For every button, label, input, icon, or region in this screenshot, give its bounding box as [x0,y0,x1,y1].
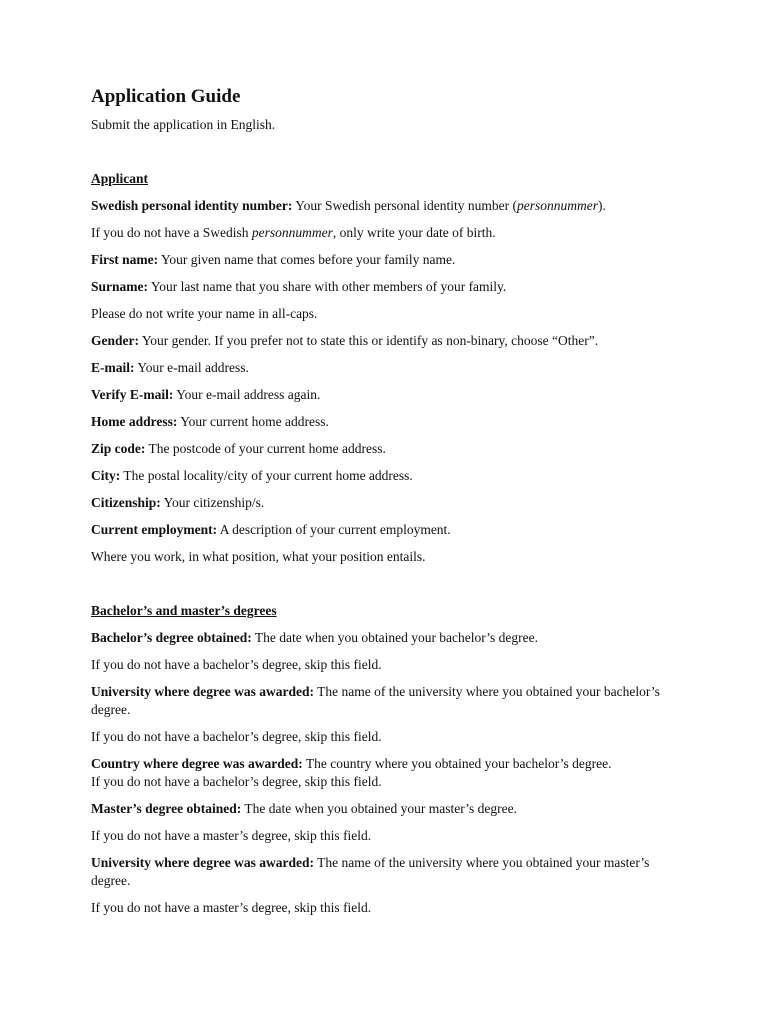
field-description: The name of the university where you obtained your bachelor’s degree. [91,684,660,717]
section-heading-degrees: Bachelor’s and master’s degrees [91,603,277,618]
field-label: Swedish personal identity number: [91,198,293,213]
field-description: Your gender. If you prefer not to state this or identify as non-binary, choose “Other”. [139,333,599,348]
entry-first-name [91,251,691,269]
field-description: The name of the university where you obtained your master’s degree. [91,855,650,888]
field-label: First name: [91,252,159,267]
field-description-italic: personnummer [517,198,599,213]
entry-verify-email [91,386,691,404]
field-description: A description of your current employment. [217,522,451,537]
field-description: The date when you obtained your bachelor’s degree. [251,630,539,645]
note-surname: Please do not write your name in all-caps. [91,306,318,321]
note-personal-identity-number [91,224,691,242]
field-description: ). [598,198,606,213]
note-text: If you do not have a Swedish [91,225,252,240]
field-label: Verify E-mail: [91,387,174,402]
note-text: , only write your date of birth. [332,225,496,240]
note-bachelor-university: If you do not have a bachelor’s degree, skip this field. [91,729,382,744]
note-master-degree: If you do not have a master’s degree, skip this field. [91,828,372,843]
entry-personal-identity-number [91,197,691,215]
entry-surname [91,278,691,296]
section-heading-applicant: Applicant [91,171,149,186]
field-description: Your e-mail address. [134,360,249,375]
note-text-italic: personnummer [251,225,333,240]
entry-email [91,359,691,377]
field-description: The date when you obtained your master’s degree. [241,801,518,816]
entry-zip-code [91,440,691,458]
field-label: Country where degree was awarded: [91,756,303,771]
field-description: Your last name that you share with other members of your family. [148,279,507,294]
entry-master-degree [91,800,691,818]
field-label: Citizenship: [91,495,161,510]
entry-citizenship [91,494,691,512]
field-description: Your e-mail address again. [173,387,321,402]
field-label: City: [91,468,121,483]
note-bachelor-country: If you do not have a bachelor’s degree, skip this field. [91,774,382,789]
document-page [91,85,691,917]
field-label: Home address: [91,414,178,429]
entry-current-employment [91,521,691,539]
page-title: Application Guide [91,86,241,107]
field-description: The postcode of your current home address. [145,441,386,456]
note-current-employment: Where you work, in what position, what your position entails. [91,549,426,564]
entry-gender [91,332,691,350]
field-description: Your given name that comes before your family name. [158,252,456,267]
note-master-university: If you do not have a master’s degree, skip this field. [91,900,372,915]
entry-city [91,467,691,485]
field-label: Gender: [91,333,139,348]
field-description: The country where you obtained your bachelor’s degree. [302,756,612,771]
note-bachelor-degree: If you do not have a bachelor’s degree, skip this field. [91,657,382,672]
field-label: University where degree was awarded: [91,855,314,870]
field-label: E-mail: [91,360,135,375]
entry-bachelor-country [91,755,691,773]
field-description: Your Swedish personal identity number ( [292,198,518,213]
field-label: Zip code: [91,441,146,456]
field-label: Master’s degree obtained: [91,801,242,816]
entry-bachelor-degree [91,629,691,647]
field-label: University where degree was awarded: [91,684,314,699]
field-description: The postal locality/city of your current home address. [120,468,413,483]
field-description: Your citizenship/s. [160,495,265,510]
entry-master-university [91,854,691,890]
field-label: Bachelor’s degree obtained: [91,630,252,645]
field-label: Current employment: [91,522,218,537]
intro-text: Submit the application in English. [91,117,276,132]
entry-bachelor-university [91,683,691,719]
entry-home-address [91,413,691,431]
field-label: Surname: [91,279,148,294]
field-description: Your current home address. [177,414,329,429]
